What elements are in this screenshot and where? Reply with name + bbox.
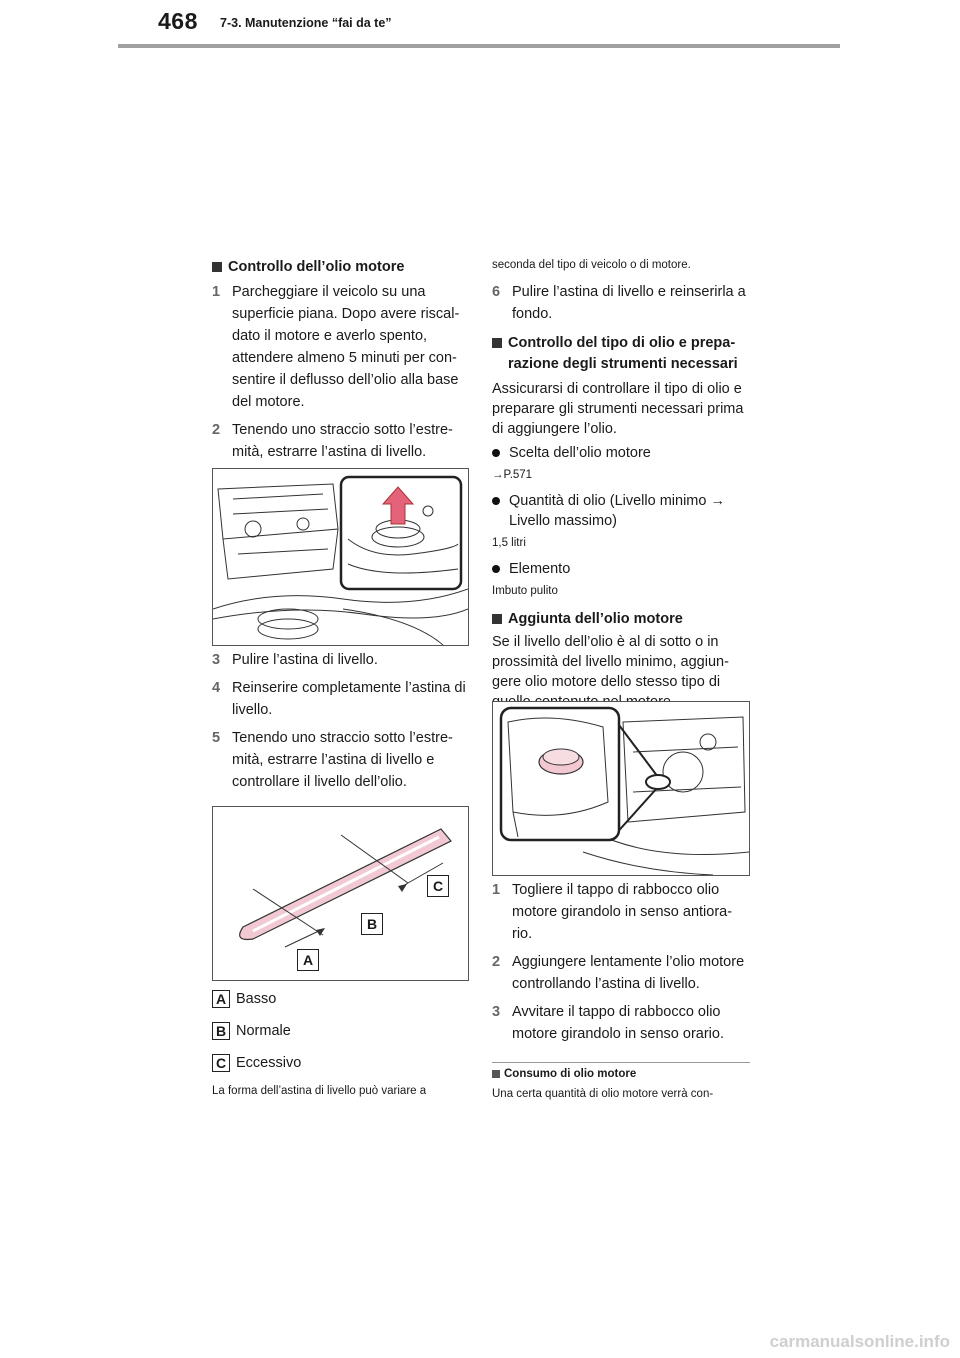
note-rule bbox=[492, 1062, 750, 1063]
bullet-oil-quantity: Quantità di olio (Livello minimo → Livello massimo) bbox=[492, 491, 750, 531]
page-number: 468 bbox=[158, 8, 198, 34]
bullet-oil-choice: Scelta dell’olio motore bbox=[492, 443, 750, 463]
step-4: 4 Reinserire completamente l’astina di livello. bbox=[212, 680, 466, 718]
note-heading: Consumo di olio motore bbox=[492, 1068, 636, 1080]
right-column-bottom bbox=[492, 879, 750, 1045]
heading-oil-type: Controllo del tipo di olio e prepa- razione degli strumenti necessari bbox=[492, 333, 750, 375]
step-5: 5 Tenendo uno straccio sotto l’estre- mità, estrarre l’astina di livello e controllare il livello dell’olio. bbox=[212, 730, 453, 790]
right-column bbox=[492, 257, 750, 712]
legend-a: A Basso bbox=[212, 990, 301, 1008]
left-column-mid bbox=[212, 649, 467, 793]
add-step-2: 2 Aggiungere lentamente l’olio motore controllando l’astina di livello. bbox=[492, 954, 745, 992]
step-2: 2 Tenendo uno straccio sotto l’estre- mità, estrarre l’astina di livello. bbox=[212, 422, 453, 460]
watermark: carmanualsonline.info bbox=[769, 1332, 950, 1351]
header-rule bbox=[118, 44, 840, 48]
continued-text: seconda del tipo di veicolo o di motore. bbox=[492, 259, 691, 271]
square-bullet-icon bbox=[492, 338, 502, 348]
left-column-top bbox=[212, 257, 467, 463]
oil-type-intro: Assicurarsi di controllare il tipo di olio e preparare gli strumenti necessari prima di aggiungere l’olio. bbox=[492, 381, 744, 437]
step-3: 3 Pulire l’astina di livello. bbox=[212, 652, 378, 668]
round-bullet-icon bbox=[492, 449, 500, 457]
note-body: Una certa quantità di olio motore verrà con- bbox=[492, 1088, 714, 1100]
dipstick-level-illustration bbox=[212, 806, 469, 981]
step-6: 6 Pulire l’astina di livello e reinserirla a fondo. bbox=[492, 284, 746, 322]
legend-b: B Normale bbox=[212, 1022, 301, 1040]
engine-dipstick-drawing bbox=[213, 469, 468, 645]
dipstick-legend bbox=[212, 990, 301, 1072]
label-a: A bbox=[297, 949, 319, 971]
round-bullet-icon bbox=[492, 497, 500, 505]
heading-oil-check: Controllo dell’olio motore bbox=[212, 257, 467, 278]
label-c: C bbox=[427, 875, 449, 897]
engine-dipstick-illustration bbox=[212, 468, 469, 646]
oil-quantity-value: 1,5 litri bbox=[492, 537, 526, 549]
step-1: 1 Parcheggiare il veicolo su una superficie piana. Dopo avere riscal- dato il motore e averlo spento, attendere almeno 5 minuti per con- sentire il deflusso dell’olio alla base del motore. bbox=[212, 284, 460, 410]
oil-choice-ref[interactable]: →P.571 bbox=[492, 469, 533, 481]
add-step-3: 3 Avvitare il tappo di rabbocco olio motore girandolo in senso orario. bbox=[492, 1004, 724, 1042]
bullet-item: Elemento bbox=[492, 559, 750, 579]
section-title: 7-3. Manutenzione “fai da te” bbox=[220, 16, 392, 30]
label-b: B bbox=[361, 913, 383, 935]
legend-c: C Eccessivo bbox=[212, 1054, 301, 1072]
square-bullet-icon bbox=[212, 262, 222, 272]
oil-cap-drawing bbox=[493, 702, 749, 875]
item-value: Imbuto pulito bbox=[492, 585, 558, 597]
add-step-1: 1 Togliere il tappo di rabbocco olio motore girandolo in senso antiora- rio. bbox=[492, 882, 733, 942]
square-bullet-icon bbox=[492, 614, 502, 624]
dipstick-footnote: La forma dell’astina di livello può variare a bbox=[212, 1085, 427, 1097]
round-bullet-icon bbox=[492, 565, 500, 573]
oil-cap-illustration bbox=[492, 701, 750, 876]
square-bullet-icon bbox=[492, 1070, 500, 1078]
add-oil-intro: Se il livello dell’olio è al di sotto o in prossimità del livello minimo, aggiun- gere olio motore dello stesso tipo di bbox=[492, 634, 729, 690]
heading-add-oil: Aggiunta dell’olio motore bbox=[492, 609, 750, 630]
